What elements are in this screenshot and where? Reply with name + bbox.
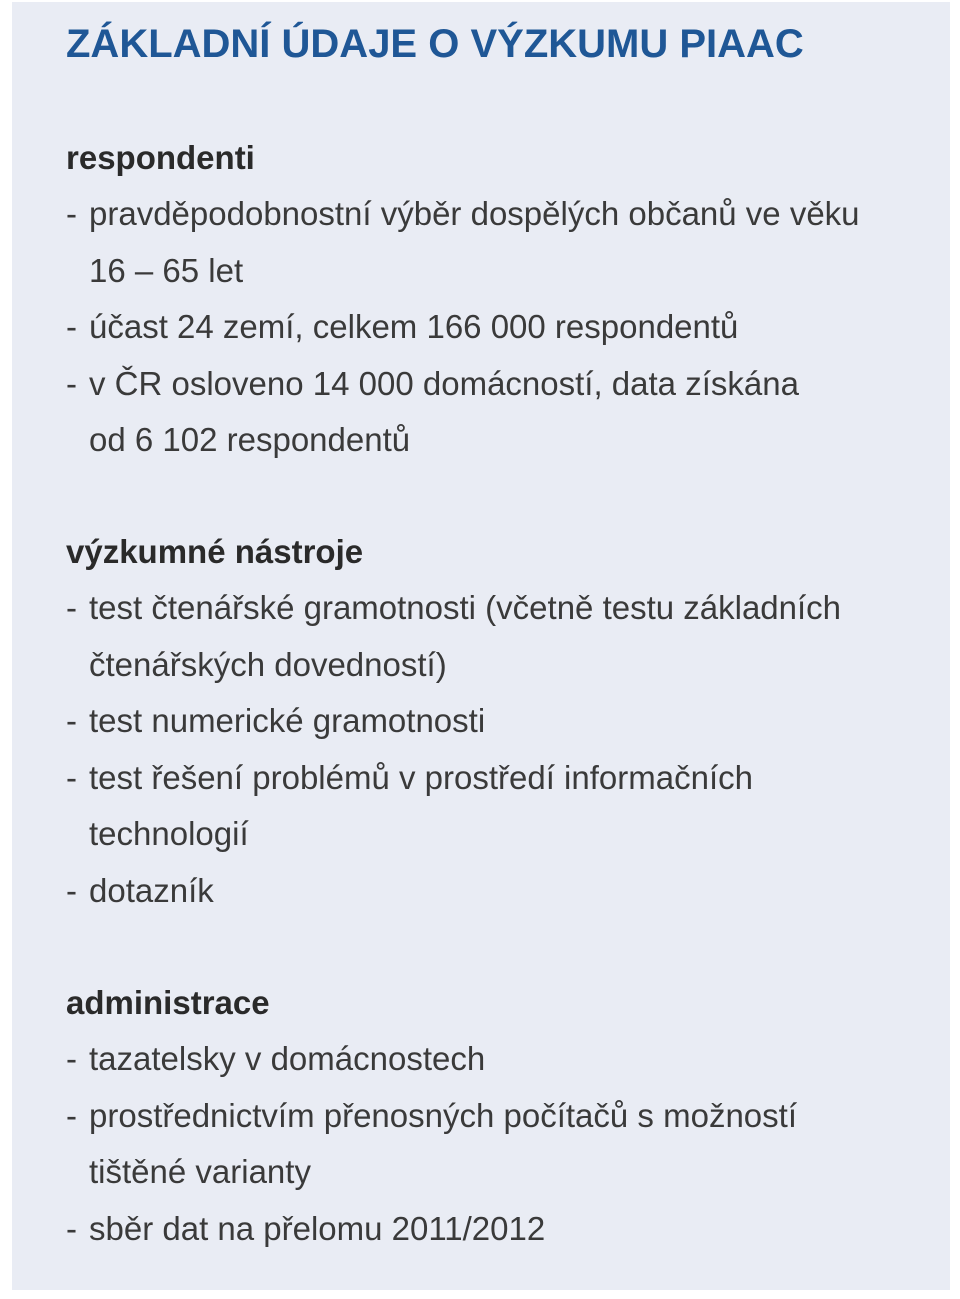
page-title: ZÁKLADNÍ ÚDAJE O VÝZKUMU PIAAC — [66, 22, 804, 66]
item-line: 16 – 65 let — [89, 251, 244, 289]
section-administrace — [66, 975, 936, 1257]
bullet-dash: - — [66, 758, 77, 796]
bullet-dash: - — [66, 589, 77, 626]
item-line: test čtenářské gramotnosti (včetně testu základních — [89, 589, 842, 626]
item-line: účast 24 zemí, celkem 166 000 respondentů — [89, 308, 739, 345]
bullet-dash: - — [66, 1040, 77, 1077]
item-line: od 6 102 respondentů — [89, 421, 411, 458]
item-line: tazatelsky v domácnostech — [89, 1040, 486, 1077]
item-list — [66, 186, 936, 469]
item-list — [66, 580, 936, 919]
item-line: tištěné varianty — [89, 1153, 311, 1190]
bullet-dash: - — [66, 871, 77, 909]
bullet-dash: - — [66, 364, 77, 402]
section-heading: respondenti — [66, 139, 255, 176]
section-respondenti — [66, 130, 936, 469]
bullet-dash: - — [66, 308, 77, 345]
bullet-dash: - — [66, 1096, 77, 1134]
item-line: sběr dat na přelomu 2011/2012 — [89, 1209, 546, 1247]
item-line: test řešení problémů v prostředí informačních — [89, 758, 753, 796]
item-line: v ČR osloveno 14 000 domácností, data získána — [89, 364, 799, 402]
item-line: test numerické gramotnosti — [89, 702, 486, 739]
section-vyzkumne-nastroje — [66, 524, 936, 919]
list-item — [66, 863, 936, 920]
section-heading: výzkumné nástroje — [66, 533, 364, 570]
item-line: dotazník — [89, 871, 214, 909]
list-item — [66, 693, 936, 750]
section-heading: administrace — [66, 984, 270, 1021]
list-item — [66, 580, 936, 693]
list-item — [66, 1088, 936, 1201]
list-item — [66, 186, 936, 299]
info-panel — [12, 2, 950, 1290]
list-item — [66, 356, 936, 469]
list-item — [66, 299, 936, 356]
bullet-dash: - — [66, 702, 77, 739]
item-line: pravděpodobnostní výběr dospělých občanů ve věku — [89, 195, 860, 232]
bullet-dash: - — [66, 195, 77, 232]
item-line: technologií — [89, 815, 249, 852]
list-item — [66, 1031, 936, 1088]
bullet-dash: - — [66, 1209, 77, 1247]
item-line: čtenářských dovedností) — [89, 645, 447, 683]
list-item — [66, 750, 936, 863]
list-item — [66, 1201, 936, 1258]
item-list — [66, 1031, 936, 1257]
item-line: prostřednictvím přenosných počítačů s možností — [89, 1096, 797, 1134]
